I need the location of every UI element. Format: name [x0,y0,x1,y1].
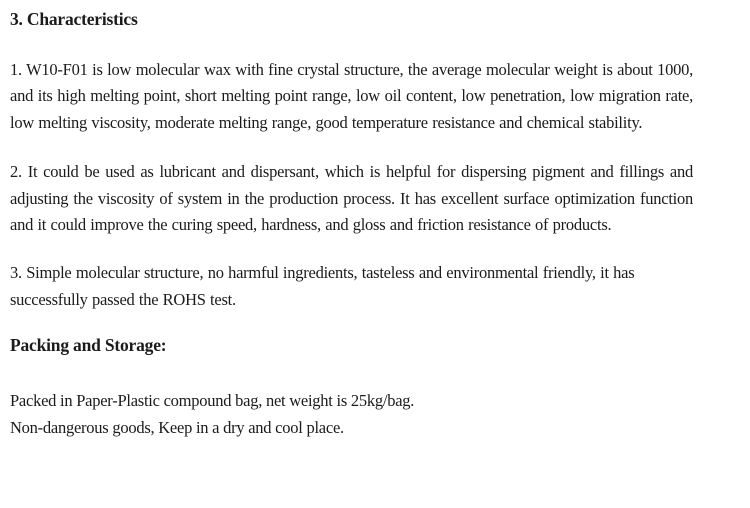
characteristics-paragraph-2: 2. It could be used as lubricant and dispersant, which is helpful for dispersing pigment and fillings and adjusting the viscosity of system in the production process. It has excellent surface optimization function and it could improve the curing speed, hardness, and gloss and friction resistance of products. [10,162,693,235]
characteristics-heading: 3. Characteristics [10,9,138,29]
characteristics-paragraph-1: 1. W10-F01 is low molecular wax with fine crystal structure, the average molecular weight is about 1000, and its high melting point, short melting point range, low oil content, low penetration, low migration rate, low melting viscosity, moderate melting range, good temperature resistance and chemical stability. [10,60,693,132]
characteristics-paragraph-3: 3. Simple molecular structure, no harmful ingredients, tasteless and environmental friendly, it has successfully passed the ROHS test. [10,263,635,309]
packing-storage-heading: Packing and Storage: [10,335,167,356]
packing-line-bag: Packed in Paper-Plastic compound bag, net weight is 25kg/bag. [10,391,415,411]
packing-line-storage: Non-dangerous goods, Keep in a dry and cool place. [10,418,344,438]
